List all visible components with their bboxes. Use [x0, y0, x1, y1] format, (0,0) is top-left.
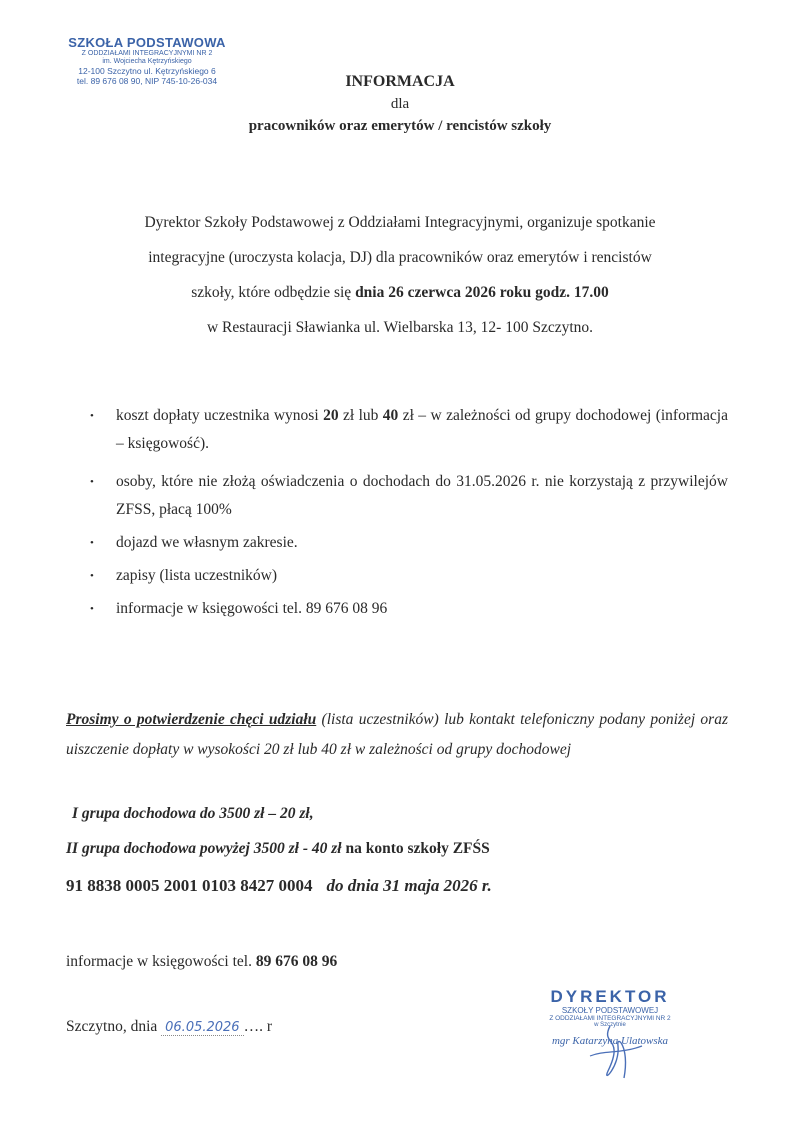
bullet-icon: •	[90, 410, 94, 422]
income-group-1: I grupa dochodowa do 3500 zł – 20 zł,	[72, 805, 314, 822]
title-line-3: pracowników oraz emerytów / rencistów szkoły	[248, 118, 552, 134]
request-underlined: Prosimy o potwierdzenie chęci udziału	[66, 711, 317, 728]
bullet-icon: •	[90, 476, 94, 488]
director-title: DYREKTOR	[550, 987, 670, 1006]
list-item	[88, 529, 728, 557]
bank-account	[66, 876, 492, 896]
bullet-text: zapisy (lista uczestników)	[116, 567, 277, 584]
intro-line-3	[70, 275, 730, 310]
list-item	[88, 562, 728, 590]
intro-line-1: Dyrektor Szkoły Podstawowej z Oddziałami Integracyjnymi, organizuje spotkanie	[144, 214, 656, 231]
bullet-icon: •	[90, 603, 94, 615]
accounting-phone: 89 676 08 96	[255, 953, 338, 970]
bullet-text: koszt dopłaty uczestnika wynosi	[116, 407, 324, 424]
city-label: Szczytno, dnia	[66, 1018, 162, 1035]
accounting-text: informacje w księgowości tel.	[66, 953, 256, 970]
bullet-text: dojazd we własnym zakresie.	[116, 534, 298, 551]
director-school-line: Z ODDZIAŁAMI INTEGRACYJNYMI NR 2	[549, 1015, 671, 1022]
title-line-2: dla	[390, 96, 410, 112]
director-school: SZKOŁY PODSTAWOWEJ	[561, 1006, 659, 1015]
intro-paragraph	[70, 205, 730, 345]
bullet-icon: •	[90, 570, 94, 582]
payment-deadline: do dnia 31 maja 2026 r.	[326, 876, 492, 895]
request-paragraph	[66, 705, 728, 765]
income-group-2-text: II grupa dochodowa powyżej 3500 zł - 40 zł	[66, 840, 342, 857]
income-group-2	[66, 840, 490, 858]
list-item	[88, 595, 728, 623]
intro-line-4: w Restauracji Sławianka ul. Wielbarska 13, 12- 100 Szczytno.	[206, 319, 594, 336]
signature-icon	[580, 1016, 650, 1086]
event-date: dnia 26 czerwca 2026 roku godz. 17.00	[355, 284, 609, 301]
bullet-text: zł – w zależności od grupy dochodowej (informacja – księgowość).	[116, 407, 728, 452]
intro-line-2: integracyjne (uroczysta kolacja, DJ) dla pracowników oraz emerytów i rencistów	[148, 249, 652, 266]
bullet-text: zł lub	[338, 407, 383, 424]
bullet-text: osoby, które nie złożą oświadczenia o dochodach do 31.05.2026 r. nie korzystają z przywilejów ZFSS, płacą 100%	[116, 473, 728, 518]
stamp-phone-nip: tel. 89 676 08 90, NIP 745-10-26-034	[76, 76, 218, 86]
list-item	[88, 468, 728, 524]
details-list	[88, 402, 728, 628]
list-item	[88, 402, 728, 458]
stamp-line-2: Z ODDZIAŁAMI INTEGRACYJNYMI NR 2	[81, 50, 213, 57]
accounting-info	[66, 953, 337, 971]
intro-line-3-text: szkoły, które odbędzie się	[191, 284, 356, 301]
bullet-icon: •	[90, 537, 94, 549]
bullet-text: informacje w księgowości tel. 89 676 08 96	[116, 600, 388, 617]
stamp-school-name: SZKOŁA PODSTAWOWA	[68, 35, 226, 50]
date-suffix: …. r	[243, 1018, 272, 1035]
page-title: INFORMACJA	[345, 73, 455, 90]
amount-20: 20	[323, 407, 339, 424]
place-date	[66, 1018, 272, 1036]
account-number: 91 8838 0005 2001 0103 8427 0004	[66, 876, 313, 895]
stamp-line-3: im. Wojciecha Kętrzyńskiego	[102, 58, 192, 65]
stamp-address: 12-100 Szczytno ul. Kętrzyńskiego 6	[78, 66, 216, 76]
handwritten-date: 06.05.2026	[161, 1020, 243, 1036]
director-name: mgr Katarzyna Ulatowska	[551, 1035, 669, 1047]
amount-40: 40	[382, 407, 399, 424]
account-label: na konto szkoły ZFŚS	[341, 840, 490, 857]
director-city: w Szczytnie	[594, 1022, 626, 1028]
request-text: (lista uczestników) lub kontakt telefoniczny podany poniżej oraz uiszczenie dopłaty w wysokości 20 zł lub 40 zł w zależności od grupy dochodowej	[66, 711, 728, 758]
